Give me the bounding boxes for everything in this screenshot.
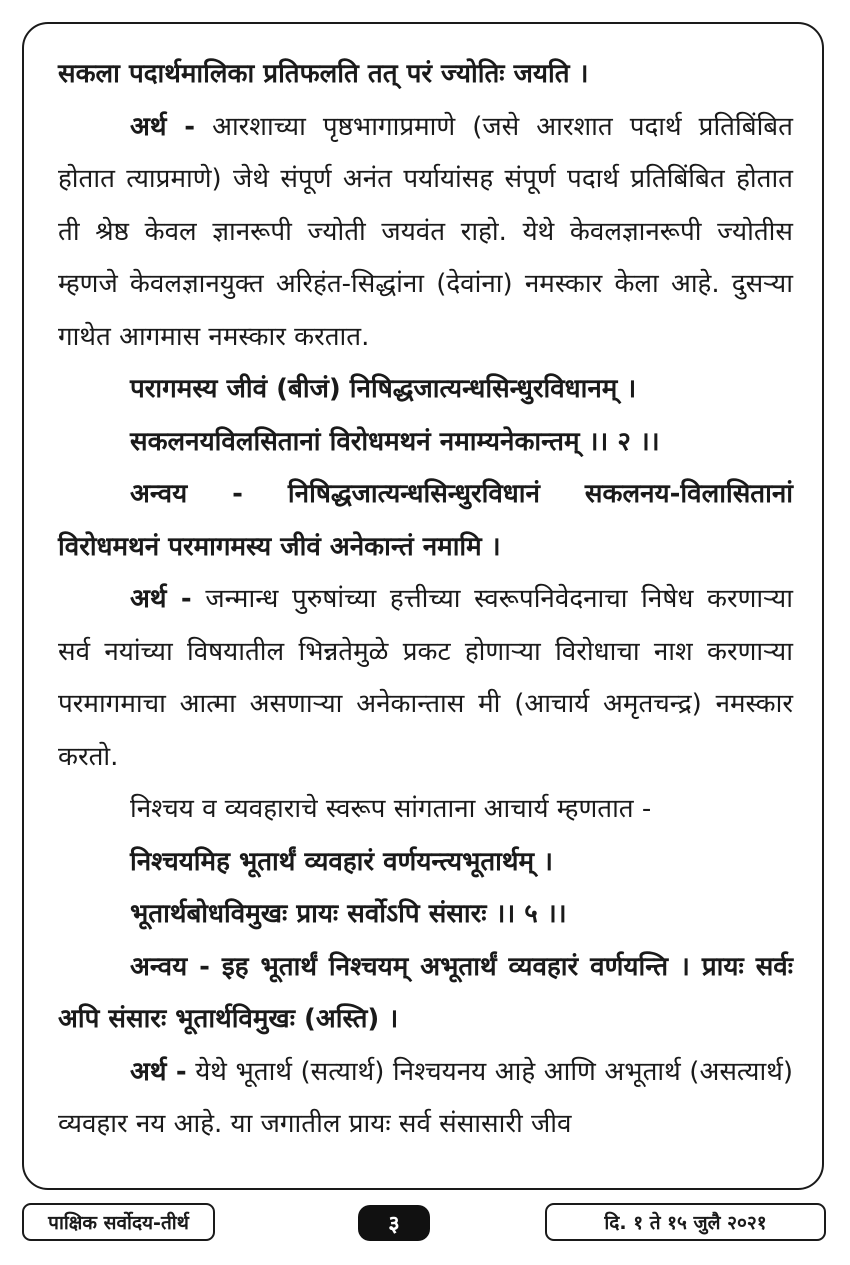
- meaning-label: अर्थ -: [130, 111, 196, 142]
- meaning-label: अर्थ -: [130, 1056, 187, 1087]
- verse-line: निश्चयमिह भूतार्थं व्यवहारं वर्णयन्त्यभूतार्थम् ।: [130, 846, 553, 877]
- issue-date: दि. १ ते १५ जुलै २०२१: [545, 1203, 826, 1241]
- verse-line: सकलनयविलसितानां विरोधमथनं नमाम्यनेकान्तम् ।। २ ।।: [130, 426, 660, 457]
- page-number: ३: [358, 1205, 430, 1241]
- meaning-label: अर्थ -: [130, 584, 192, 614]
- publication-name: पाक्षिक सर्वोदय-तीर्थ: [22, 1203, 215, 1241]
- meaning-text: येथे भूतार्थ (सत्यार्थ) निश्चयनय आहे आणि अभूतार्थ (असत्यार्थ) व्यवहार नय आहे. या जगातील प्रायः सर्व संसासारी जीव: [58, 1056, 794, 1139]
- anvaya-paragraph: अन्वय - इह भूतार्थं निश्चयम् अभूतार्थं व्यवहारं वर्णयन्ति । प्रायः सर्वः अपि संसारः भूतार्थविमुखः (अस्ति) ।: [58, 951, 793, 1034]
- intro-line: निश्चय व व्यवहाराचे स्वरूप सांगताना आचार्य म्हणतात -: [130, 794, 652, 824]
- verse-line: सकला पदार्थमालिका प्रतिफलति तत् परं ज्योतिः जयति ।: [58, 59, 589, 89]
- meaning-paragraph: [58, 101, 793, 364]
- verse-line: परागमस्य जीवं (बीजं) निषिद्धजात्यन्धसिन्धुरविधानम् ।: [130, 374, 637, 404]
- anvaya-paragraph: अन्वय - निषिद्धजात्यन्धसिन्धुरविधानं सकलनय-विलासितानां विरोधमथनं परमागमस्य जीवं अनेकान्तं नमामि ।: [58, 479, 793, 562]
- meaning-text: आरशाच्या पृष्ठभागाप्रमाणे (जसे आरशात पदार्थ प्रतिबिंबित होतात त्याप्रमाणे) जेथे संपूर्ण अनंत पर्यायांसह संपूर्ण पदार्थ प्रतिबिंबित होतात ती श्रेष्ठ केवल ज्ञानरूपी ज्योती जयवंत राहो. येथे केवलज्ञानरूपी ज्योतीस म्हणजे केवलज्ञानयुक्त अरिहंत-सिद्धांना (देवांना) नमस्कार केला आहे. दुसऱ्या गाथेत आगमास नमस्कार करतात.: [58, 111, 793, 352]
- page-content: [58, 48, 793, 1151]
- verse-line: भूतार्थबोधविमुखः प्रायः सर्वोऽपि संसारः ।। ५ ।।: [130, 899, 567, 929]
- meaning-paragraph: [58, 1046, 793, 1151]
- meaning-paragraph: [58, 573, 793, 783]
- meaning-text: जन्मान्ध पुरुषांच्या हत्तीच्या स्वरूपनिवेदनाचा निषेध करणाऱ्या सर्व नयांच्या विषयातील भिन्नतेमुळे प्रकट होणाऱ्या विरोधाचा नाश करणाऱ्या परमागमाचा आत्मा असणाऱ्या अनेकान्तास मी (आचार्य अमृतचन्द्र) नमस्कार करतो.: [58, 584, 794, 772]
